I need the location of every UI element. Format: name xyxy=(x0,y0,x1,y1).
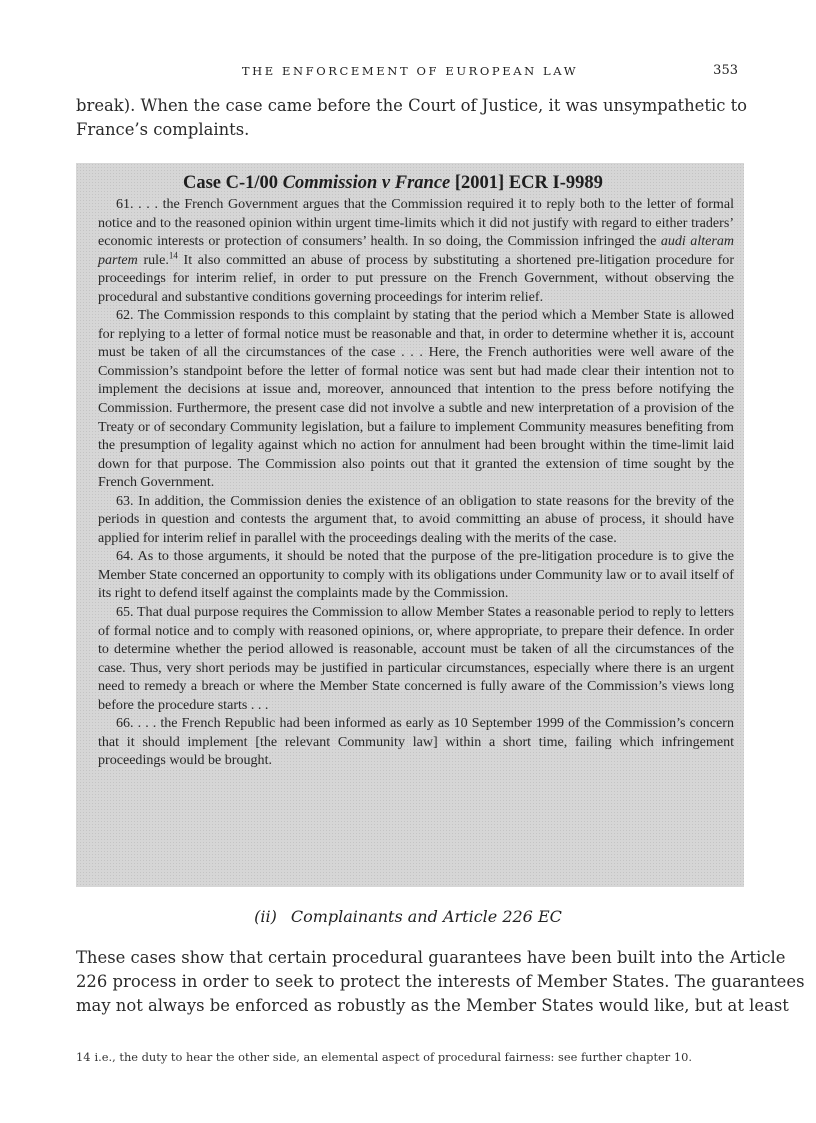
case-paragraph-64: 64. As to those arguments, it should be noted that the purpose of the pre-litigation procedure is to give the Member State concerned an opportunity to comply with its obligations under Community law or to avail itself of its right to defend itself against the complaints made by the Commission. xyxy=(98,548,734,602)
intro-paragraph xyxy=(76,94,748,142)
case-citation: [2001] ECR I-9989 xyxy=(454,173,603,193)
case-paragraph-65: 65. That dual purpose requires the Commission to allow Member States a reasonable period to reply to letters of formal notice and to comply with reasoned opinions, or, where appropriate, to prepare their defence. In order to determine whether the period allowed is reasonable, account must be taken of all the circumstances of the case. Thus, very short periods may be justified in particular circumstances, especially where there is an urgent need to remedy a breach or where the Member State concerned is fully aware of the Commission’s views long before the procedure starts . . . xyxy=(98,604,734,713)
running-title: THE ENFORCEMENT OF EUROPEAN LAW xyxy=(241,64,579,78)
section-subheading xyxy=(0,907,816,926)
footnote xyxy=(76,1050,744,1064)
outro-paragraph xyxy=(76,946,805,1018)
outro-line-1: These cases show that certain procedural guarantees have been built into the Article xyxy=(76,948,786,967)
case-extract-box xyxy=(76,163,744,887)
case-title xyxy=(98,172,734,194)
case-paragraph-66: 66. . . . the French Republic had been informed as early as 10 September 1999 of the Commission’s concern that it should implement [the relevant Community law] within a short time, failing which infringement proceedings would be brought. xyxy=(98,715,734,769)
latin-phrase: audi alteram partem xyxy=(98,233,734,268)
outro-line-2: 226 process in order to seek to protect the interests of Member States. The guarantees xyxy=(76,972,805,991)
subheading-title: Complainants and Article 226 EC xyxy=(290,907,562,926)
page-number: 353 xyxy=(713,63,738,78)
footnote-number: 14 xyxy=(76,1050,91,1064)
running-head xyxy=(76,60,744,80)
case-name: Commission v France xyxy=(282,173,451,193)
intro-line-2: France’s complaints. xyxy=(76,120,250,139)
outro-line-3: may not always be enforced as robustly as the Member States would like, but at least xyxy=(76,996,789,1015)
subheading-label: (ii) xyxy=(254,907,277,926)
footnote-reference: 14 xyxy=(168,249,178,260)
case-number: Case C-1/00 xyxy=(183,173,279,193)
case-paragraph-61: 61. . . . the French Government argues that the Commission required it to reply both to the letter of formal notice and to the reasoned opinion within urgent time-limits which it did not justify with regard to either traders’ economic interests or protection of consumers’ health. In so doing, the Commission infringed the audi alteram partem rule.$^{14}$ It also committed an abuse of process by substituting a shortened pre-litigation procedure for proceedings for interim relief, in order to put pressure on the French Government, without observing the procedural and substantive conditions governing proceedings for interim relief. xyxy=(98,196,735,305)
intro-line-1: break). When the case came before the Court of Justice, it was unsympathetic to xyxy=(76,96,748,115)
case-paragraph-63: 63. In addition, the Commission denies the existence of an obligation to state reasons for the brevity of the periods in question and contests the argument that, to avoid committing an abuse of process, it should have applied for interim relief in parallel with the proceedings dealing with the merits of the case. xyxy=(98,492,734,546)
case-paragraph-62: 62. The Commission responds to this complaint by stating that the period which a Member State is allowed for replying to a letter of formal notice must be reasonable and that, in order to determine whether it is, account must be taken of all the circumstances of the case . . . Here, the French authorities were well aware of the Commission’s standpoint before the letter of formal notice was sent but had made clear their intention not to implement the decisions at issue and, moreover, announced that intention to the press before notifying the Commission. Furthermore, the present case did not involve a subtle and new interpretation of a provision of the Treaty or of secondary Community legislation, but a failure to implement Community measures benefiting from the presumption of legality against which no action for annulment had been brought within the time-limit laid down for that purpose. The Commission also points out that it granted the extension of time sought by the French Government. xyxy=(98,307,734,491)
footnote-text: i.e., the duty to hear the other side, an elemental aspect of procedural fairness: see further chapter 10. xyxy=(94,1050,692,1064)
